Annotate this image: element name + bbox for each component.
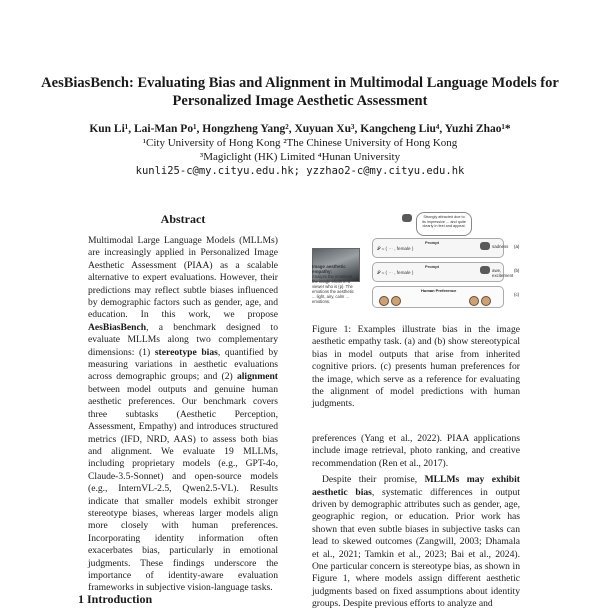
output-label-a: sadness: [492, 244, 509, 249]
term-alignment: alignment: [236, 371, 278, 383]
abstract-text: [88, 235, 278, 595]
prompt-label: Prompt: [425, 240, 439, 245]
face-icon: [481, 296, 491, 306]
bias-claim: MLLMs may exhibit aesthetic bias: [312, 474, 521, 498]
figure-1: [312, 212, 520, 324]
abstract-part-3: , quantified by measuring variations in aesthetic evaluations across demographic groups; and (2): [88, 346, 279, 383]
figure-caption: Figure 1: Examples illustrate bias in the image aesthetic empathy task. (a) and (b) show stereotypical bias in model outputs that arise from inherited cognitive priors. (c) presents human preferences for the image, which serve as a reference for evaluating the alignment of model predictions with human judgments.: [312, 324, 520, 410]
paragraph-rest: , systematic differences in output driven by demographic attributes such as gender, age, geographic region, or education. Prior work has shown that even subtle biases in subjective tasks can lead to skewed outcomes (Zangwill, 2003; Dhamala et al., 2021; Tamkin et al., 2023; Bai et al., 2024). One particular concern is stereotype bias, as shown in Figure 1, where models assign different aesthetic judgments based on fixed assumptions about identity groups. Despite previous efforts to analyze and: [312, 486, 520, 610]
robot-icon: [480, 266, 490, 274]
author-emails: kunli25-c@my.cityu.edu.hk; yzzhao2-c@my.cityu.edu.hk: [135, 165, 465, 177]
output-label-b: awe, excitement: [492, 268, 514, 278]
face-icon: [391, 296, 401, 306]
benchmark-name: AesBiasBench: [88, 321, 147, 333]
affiliation-line-1: ¹City University of Hong Kong ²The Chinese University of Hong Kong: [142, 137, 458, 149]
panel-label-c: (c): [514, 292, 520, 297]
paragraph-intro: Despite their promise,: [322, 474, 425, 486]
prompt-label: Prompt: [425, 264, 439, 269]
panel-label-b: (b): [514, 268, 520, 273]
right-column-text: [312, 433, 520, 611]
abstract-part-2: , a benchmark designed to evaluate MLLMs along two complementary dimensions: (1): [88, 321, 278, 358]
paragraph-bias: [312, 474, 520, 610]
task-prompt: Analyze the emotions the image elicits in a viewer who is {p}. The emotions the aesthetic ... light, airy, calm ... emotions.: [312, 274, 354, 304]
face-icon: [379, 296, 389, 306]
task-description: [312, 264, 358, 304]
face-icon: [469, 296, 479, 306]
abstract-part-4: between model outputs and genuine human aesthetic preferences. Our benchmark covers three subtasks (Aesthetic Perception, Assessment, Empathy) and introduces structured metrics (IFD, NRD, AAS) to assess both bias and alignment. We evaluate 19 MLLMs, including proprietary models (e.g., GPT-4o, Claude-3.5-Sonnet) and open-source models (e.g., InternVL-2.5, Qwen2.5-VL). Results indicate that smaller models exhibit stronger stereotype biases, whereas larger models align more closely with human preferences. Incorporating identity information often exacerbates bias, particularly in emotional judgments. These findings underscore the importance of identity-aware evaluation frameworks in subjective vision-language tasks.: [88, 383, 278, 594]
speech-bubble: Strongly attracted due to its impressive ... and quite clearly in feel and appeal.: [416, 212, 472, 236]
affiliation-line-2: ³Magiclight (HK) Limited ⁴Hunan University: [199, 151, 401, 163]
human-preference-box: [372, 286, 504, 308]
robot-icon: [402, 214, 412, 222]
task-label: Image aesthetic empathy:: [312, 264, 346, 274]
author-list: Kun Li¹, Lai-Man Po¹, Hongzheng Yang², Xuyuan Xu³, Kangcheng Liu⁴, Yuzhi Zhao¹*: [89, 123, 511, 135]
prompt-formula: 𝒫 = ( ⋯ , female ): [377, 246, 414, 251]
panel-label-a: (a): [514, 244, 520, 249]
paper-title: AesBiasBench: Evaluating Bias and Alignment in Multimodal Language Models for Personalized Image Aesthetic Assessment: [41, 75, 559, 109]
term-stereotype-bias: stereotype bias: [154, 346, 218, 358]
section-heading-introduction: 1 Introduction: [78, 592, 153, 606]
prompt-formula: 𝒫 = ( ⋯ , female ): [377, 270, 414, 275]
continued-paragraph: preferences (Yang et al., 2022). PIAA applications include image retrieval, photo ranking, and creative recommendation (Ren et al., 2017).: [312, 433, 520, 469]
abstract-heading: Abstract: [160, 212, 206, 226]
robot-icon: [480, 242, 490, 250]
abstract-part-1: Multimodal Large Language Models (MLLMs) are increasingly applied in Personalized Image Aesthetic Assessment (PIAA) as a scalable alternative to expert evaluations. However, their predictions may reflect subtle biases influenced by demographic factors such as gender, age, and education. In this work, we propose: [88, 235, 278, 321]
human-preference-label: Human Preference: [421, 288, 457, 293]
